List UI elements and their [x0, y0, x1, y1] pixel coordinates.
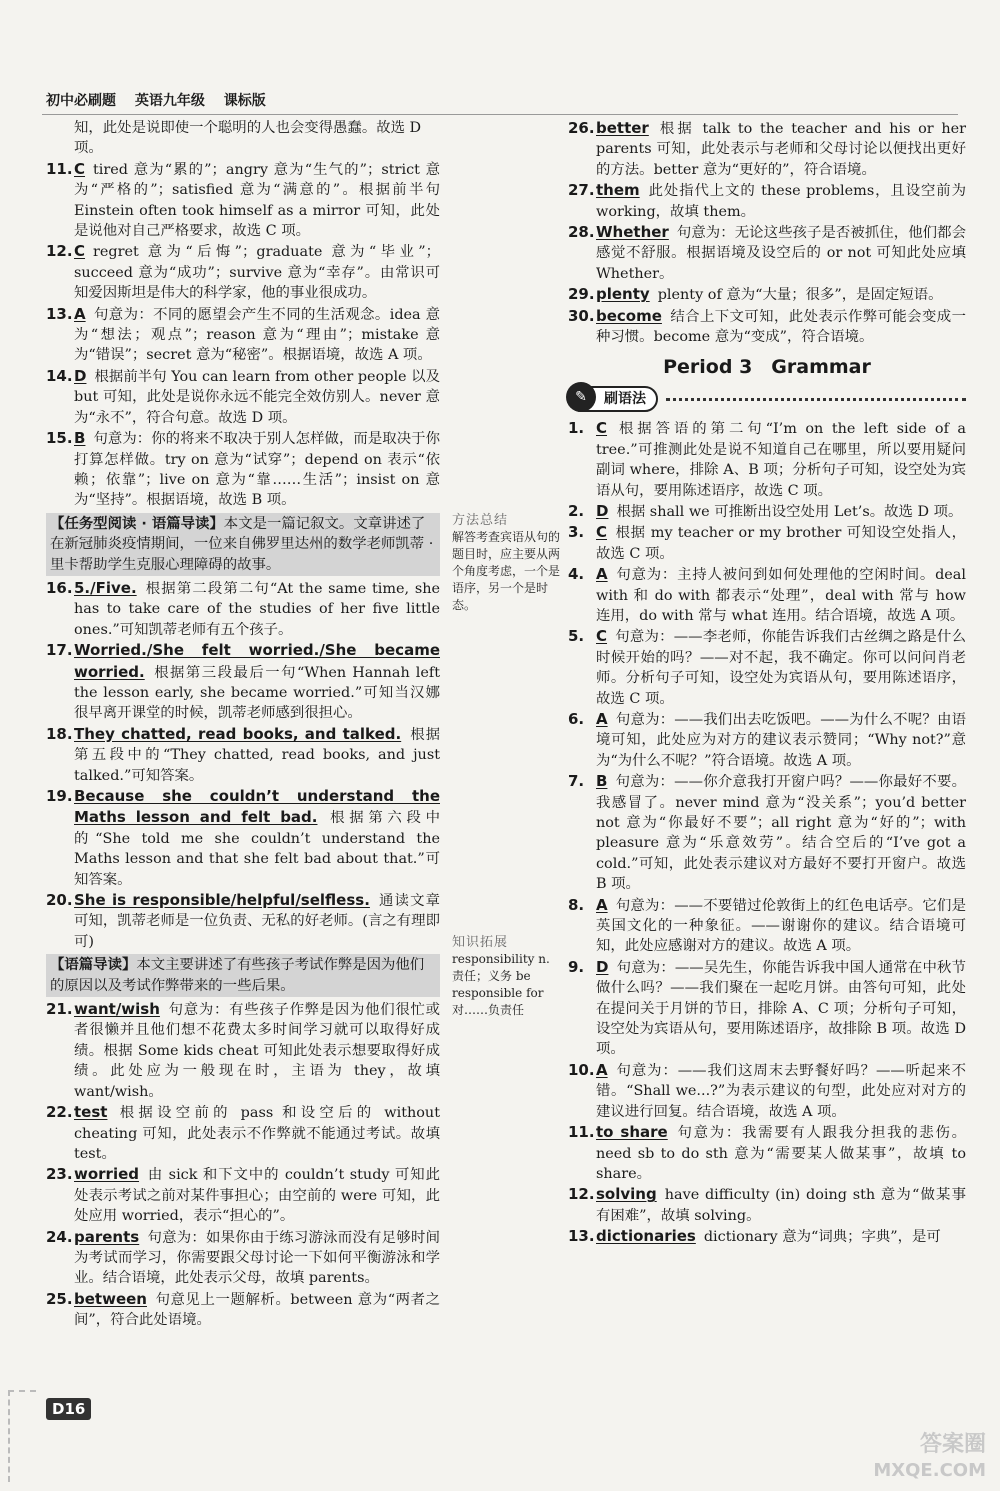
answer-item	[568, 1226, 966, 1247]
answer-key: solving	[596, 1185, 657, 1204]
answer-explanation: 根据答语的第二句“I’m on the left side of a tree.”可推测此处是说不知道自己在哪里，所以要用疑问副词 where，排除 A、B 项；分析句子可知，设空处为宾语从句，要用陈述语序，故选 C 项。	[596, 421, 966, 499]
answer-key: them	[596, 181, 640, 200]
answer-key: A	[596, 709, 608, 728]
watermark-main: 答案圈	[919, 1432, 986, 1457]
answer-explanation: tired 意为“累的”；angry 意为“生气的”；strict 意为“严格的”；satisfied 意为“满意的”。根据前半句 Einstein often took himself as a mirror 可知，此处是说他对自己严格要求，故选 C 项。	[74, 161, 440, 240]
page-header	[46, 90, 280, 110]
answer-item	[568, 895, 966, 957]
answer-explanation: 根据第六段中的“She told me she couldn’t understand the Maths lesson and that she felt bad about that.”可知答案。	[74, 810, 440, 888]
answer-key: D	[74, 366, 87, 385]
answer-number: 11.	[568, 1123, 595, 1142]
reading-guide-text: 本文主要讲述了有些孩子考试作弊是因为他们的原因以及考试作弊带来的一些后果。	[50, 957, 425, 994]
answer-explanation: plenty of 意为“大量；很多”，是固定短语。	[657, 287, 943, 304]
method-note-text: 解答考查宾语从句的题目时，应主要从两个角度考虑，一个是语序，另一个是时态。	[452, 530, 561, 612]
answer-explanation: 句意见上一题解析。between 意为“两者之间”，符合此处语境。	[74, 1291, 440, 1329]
answer-key: to share	[596, 1123, 668, 1142]
answer-item	[568, 501, 966, 522]
right-column	[568, 118, 966, 1248]
answer-explanation: 根据前半句 You can learn from other people 以及 but 可知，此处是说你永远不能完全效仿别人。never 意为“永不”，符合句意。故选 D 项。	[74, 368, 440, 426]
answer-explanation: 通读文章可知，凯蒂老师是一位负责、无私的好老师。(言之有理即可)	[74, 893, 440, 950]
reading-guide-text: 本文是一篇记叙文。文章讲述了在新冠肺炎疫情期间，一位来自佛罗里达州的数学老师凯蒂 · 里卡帮助学生克服心理障碍的故事。	[50, 515, 434, 573]
answer-item	[46, 1102, 440, 1164]
book-series: 初中必刷题	[46, 93, 116, 109]
answer-key: better	[596, 119, 649, 137]
answer-item	[46, 890, 440, 952]
answer-key: between	[74, 1289, 147, 1308]
answer-number: 3.	[568, 523, 585, 542]
grammar-banner	[568, 386, 966, 412]
answer-key: C	[596, 627, 608, 646]
answer-item	[568, 180, 966, 222]
answer-item	[568, 626, 966, 709]
answer-number: 12.	[568, 1185, 595, 1204]
answer-key: Whether	[596, 223, 669, 242]
answer-body	[74, 1164, 440, 1226]
answer-list-c	[46, 999, 440, 1331]
answer-body	[596, 1122, 966, 1184]
answer-number: 19.	[46, 787, 73, 805]
answer-key: She is responsible/helpful/selfless.	[74, 891, 370, 910]
answer-explanation: 句意为：不同的愿望会产生不同的生活观念。idea 意为“想法；观点”；reason 意为“理由”；mistake 意为“错误”；secret 意为“秘密”。根据语境，故选 A 项。	[74, 306, 440, 364]
answer-item	[46, 640, 440, 724]
answer-number: 11.	[46, 159, 73, 178]
answer-item	[568, 564, 966, 626]
reading-guide-tag: 【语篇导读】	[50, 957, 137, 974]
page-corner-mark	[8, 1390, 36, 1482]
answer-body	[74, 159, 440, 242]
left-column	[46, 118, 440, 1331]
answer-body	[74, 1227, 440, 1289]
answer-item	[46, 578, 440, 640]
answer-list-a	[46, 159, 440, 511]
answer-item	[568, 306, 966, 348]
answer-explanation: 根据 talk to the teacher and his or her parents 可知，此处表示与老师和父母讨论以便找出更好的方法。better 意为“更好的”，符合语境。	[596, 121, 966, 178]
watermark-url: MXQE.COM	[873, 1460, 986, 1481]
answer-item	[46, 1227, 440, 1289]
answer-item	[46, 159, 440, 242]
answer-explanation: 句意为：无论这些孩子是否被抓住，他们都会感觉不舒服。根据语境及设空后的 or not 可知此处应填 Whether。	[596, 225, 966, 282]
answer-body	[596, 180, 966, 222]
answer-body	[596, 709, 966, 771]
answer-key: They chatted, read books, and talked.	[74, 724, 402, 743]
answer-number: 17.	[46, 641, 73, 660]
answer-explanation: 结合上下文可知，此处表示作弊可能会变成一种习惯。become 意为“变成”，符合语境。	[596, 308, 966, 346]
answer-body	[596, 501, 966, 522]
answer-key: plenty	[596, 285, 650, 304]
answer-body	[596, 522, 966, 564]
answer-number: 20.	[46, 891, 73, 910]
answer-number: 22.	[46, 1103, 73, 1122]
answer-item	[568, 1060, 966, 1122]
answer-number: 21.	[46, 1000, 73, 1019]
answer-key: A	[596, 1060, 608, 1079]
carryover-text: 知，此处是说即使一个聪明的人也会变得愚蠢。故选 D 项。	[74, 120, 422, 157]
answer-number: 12.	[46, 242, 73, 261]
answer-item	[46, 786, 440, 890]
answer-explanation: 句意为：——不要错过伦敦街上的红色电话亭。它们是英国文化的一种象征。——谢谢你的建议。结合语境可知，此处应感谢对方的建议。故选 A 项。	[596, 897, 966, 955]
knowledge-note-text: responsibility n. 责任；义务 be responsible for 对……负责任	[452, 952, 550, 1017]
answer-explanation: have difficulty (in) doing sth 意为“做某事有困难”，故填 solving。	[596, 1187, 966, 1224]
answer-body	[74, 786, 440, 890]
answer-explanation: 根据 my teacher or my brother 可知设空处指人，故选 C 项。	[596, 525, 966, 562]
reading-guide-tag: 【任务型阅读 · 语篇导读】	[50, 515, 224, 532]
answer-key: want/wish	[74, 1000, 160, 1019]
answer-number: 27.	[568, 181, 595, 200]
answer-explanation: 根据设空前的 pass 和设空后的 without cheating 可知，此处表示不作弊就不能通过考试。故填 test。	[74, 1105, 440, 1162]
answer-number: 18.	[46, 724, 73, 743]
answer-body	[596, 1184, 966, 1226]
answer-number: 14.	[46, 366, 73, 385]
header-rule	[42, 114, 958, 115]
answer-number: 6.	[568, 709, 585, 728]
book-edition: 课标版	[223, 93, 266, 109]
answer-number: 2.	[568, 501, 585, 520]
answer-body	[74, 578, 440, 640]
answer-body	[596, 1060, 966, 1122]
answer-explanation: 句意为：有些孩子作弊是因为他们很忙或者很懒并且他们想不花费太多时间学习就可以取得好成绩。根据 Some kids cheat 可知此处表示想要取得好成绩。此处应为一般现在时，主语为 they，故填 want/wish。	[74, 1002, 440, 1100]
answer-item	[568, 771, 966, 894]
answer-item	[568, 957, 966, 1060]
answer-body	[596, 771, 966, 894]
answer-number: 15.	[46, 429, 73, 448]
answer-item	[46, 1289, 440, 1331]
answer-body	[596, 957, 966, 1060]
answer-number: 1.	[568, 419, 585, 438]
answer-number: 28.	[568, 223, 595, 242]
answer-body	[596, 284, 966, 305]
answer-explanation: 句意为：——李老师，你能告诉我们古丝绸之路是什么时候开始的吗？——对不起，我不确定。你可以问问肖老师。分析句子可知，设空处为宾语从句，要用陈述语序，故选 C 项。	[596, 629, 966, 707]
knowledge-note-title: 知识拓展	[452, 935, 509, 950]
answer-item	[46, 724, 440, 786]
answer-key: Worried./She felt worried./She became worried.	[74, 641, 440, 681]
answer-number: 5.	[568, 627, 585, 646]
answer-body	[596, 1226, 966, 1247]
answer-item	[46, 241, 440, 303]
page-number: D16	[46, 1398, 91, 1420]
method-note-title: 方法总结	[452, 513, 509, 528]
answer-key: become	[596, 306, 662, 325]
answer-body	[74, 241, 440, 303]
answer-body	[74, 1289, 440, 1331]
answer-number: 30.	[568, 306, 595, 325]
answer-key: dictionaries	[596, 1227, 696, 1246]
answer-item	[46, 1164, 440, 1226]
answer-explanation: 根据第三段最后一句“When Hannah left the lesson early, she became worried.”可知当汉娜很早离开课堂的时候，凯蒂老师感到很担心。	[74, 664, 440, 722]
answer-number: 24.	[46, 1227, 73, 1246]
answer-number: 8.	[568, 895, 585, 914]
answer-body	[74, 366, 440, 428]
pencil-icon: ✎	[566, 382, 596, 412]
answer-explanation: 由 sick 和下文中的 couldn’t study 可知此处表示考试之前对某件事担心；由空前的 were 可知，此处应用 worried，表示“担心的”。	[74, 1167, 440, 1225]
answer-body	[74, 428, 440, 511]
answer-explanation: 句意为：——吴先生，你能告诉我中国人通常在中秋节做什么吗？——我们聚在一起吃月饼。由答句可知，此处在提问关于月饼的节日，排除 A、C 项；分析句子可知，设空处为宾语从句，要用陈述语序，故排除 B 项。故选 D 项。	[596, 959, 966, 1058]
answer-key: B	[74, 429, 86, 448]
answer-item	[46, 366, 440, 428]
answer-key: C	[596, 419, 608, 438]
answer-number: 29.	[568, 285, 595, 304]
answer-body	[596, 222, 966, 284]
answer-item	[568, 709, 966, 771]
answer-explanation: 句意为：——我们出去吃饭吧。——为什么不呢？由语境可知，此处应为对方的建议表示赞同；“Why not?”意为“为什么不呢？”符合语境。故选 A 项。	[596, 711, 966, 769]
answer-key: B	[596, 772, 608, 791]
grammar-banner-label: 刷语法	[604, 390, 646, 407]
answer-number: 26.	[568, 119, 595, 137]
reading-guide-box-2	[46, 954, 440, 997]
answer-number: 23.	[46, 1165, 73, 1184]
answer-body	[596, 306, 966, 348]
answer-explanation: 句意为：——你介意我打开窗户吗？——你最好不要。我感冒了。never mind 意为“没关系”；you’d better not 意为“你最好不要”；all right 意为“好的”；with pleasure 意为“乐意效劳”。结合空后的“I’ve got a cold.”可知，此处表示建议对方最好不要打开窗户。故选 B 项。	[596, 774, 966, 893]
answer-item	[568, 522, 966, 564]
answer-list-right-b	[568, 418, 966, 1247]
answer-body	[74, 890, 440, 952]
answer-body	[596, 895, 966, 957]
answer-explanation: 句意为：——我们这周末去野餐好吗？——听起来不错。“Shall we...?”为表示建议的句型，此处应对对方的建议进行回复。结合语境，故选 A 项。	[596, 1062, 966, 1120]
answer-explanation: 句意为：我需要有人跟我分担我的悲伤。need sb to do sth 意为“需要某人做某事”，故填 to share。	[596, 1125, 966, 1182]
answer-body	[596, 418, 966, 501]
answer-item	[568, 418, 966, 501]
answer-explanation: 根据 shall we 可推断出设空处用 Let’s。故选 D 项。	[616, 503, 963, 520]
answer-item	[568, 1122, 966, 1184]
watermark	[873, 1432, 986, 1484]
reading-guide-box-1	[46, 513, 440, 576]
answer-key: Because she couldn’t understand the Maths lesson and felt bad.	[74, 787, 440, 827]
answer-list-right-a	[568, 118, 966, 347]
answer-body	[74, 1102, 440, 1164]
answer-number: 25.	[46, 1289, 73, 1308]
answer-key: C	[596, 523, 608, 542]
answer-key: C	[74, 159, 86, 178]
answer-item	[568, 284, 966, 305]
answer-number: 13.	[568, 1227, 595, 1246]
answer-body	[74, 999, 440, 1102]
answer-key: test	[74, 1103, 108, 1122]
answer-body	[74, 304, 440, 366]
answer-number: 7.	[568, 772, 585, 791]
answer-key: worried	[74, 1165, 140, 1184]
answer-key: A	[74, 304, 86, 323]
answer-explanation: 根据第二段第二句“At the same time, she has to take care of the studies of her five little ones.”可知凯蒂老师有五个孩子。	[74, 580, 440, 638]
answer-key: 5./Five.	[74, 578, 137, 597]
answer-explanation: regret 意为“后悔”；graduate 意为“毕业”；succeed 意为“成功”；survive 意为“幸存”。由常识可知爱因斯坦是伟大的科学家，他的事业很成功。	[74, 244, 440, 302]
grammar-banner-pill	[568, 386, 658, 412]
answer-body	[596, 118, 966, 180]
book-subject: 英语九年级	[134, 93, 205, 109]
answer-body	[596, 626, 966, 709]
answer-number: 4.	[568, 565, 585, 584]
answer-body	[596, 564, 966, 626]
answer-explanation: 句意为：你的将来不取决于别人怎样做，而是取决于你打算怎样做。try on 意为“试穿”；depend on 表示“依赖；依靠”；live on 意为“靠……生活”；insist on 意为“坚持”。根据语境，故选 B 项。	[74, 431, 440, 509]
answer-item	[46, 304, 440, 366]
answer-key: D	[596, 501, 609, 520]
answer-number: 16.	[46, 578, 73, 597]
answer-item	[46, 999, 440, 1102]
answer-list-b	[46, 578, 440, 952]
answer-number: 10.	[568, 1060, 595, 1079]
answer-explanation: 句意为：主持人被问到如何处理他的空闲时间。deal with 和 do with 都表示“处理”，deal with 常与 how 连用，do with 常与 what 连用。结合语境，故选 A 项。	[596, 567, 966, 624]
period-title: Period 3 Grammar	[663, 356, 871, 379]
answer-key: parents	[74, 1227, 140, 1246]
answer-body	[74, 640, 440, 724]
answer-explanation: 句意为：如果你由于练习游泳而没有足够时间为考试而学习，你需要跟父母讨论一下如何平衡游泳和学业。结合语境，此处表示父母，故填 parents。	[74, 1229, 440, 1287]
answer-key: A	[596, 895, 608, 914]
answer-item	[568, 222, 966, 284]
knowledge-note	[452, 934, 562, 1019]
answer-item	[568, 1184, 966, 1226]
answer-item	[568, 118, 966, 180]
answer-key: D	[596, 957, 609, 976]
answer-explanation: 此处指代上文的 these problems，且设空前为 working，故填 them。	[596, 183, 966, 220]
answer-explanation: dictionary 意为“词典；字典”，是可	[703, 1229, 941, 1246]
banner-divider	[666, 398, 966, 401]
answer-key: A	[596, 565, 608, 584]
answer-explanation: 根据第五段中的“They chatted, read books, and just talked.”可知答案。	[74, 726, 440, 784]
answer-number: 13.	[46, 304, 73, 323]
answer-item	[46, 428, 440, 511]
answer-body	[74, 724, 440, 786]
answer-key: C	[74, 242, 86, 261]
answer-number: 9.	[568, 957, 585, 976]
method-note	[452, 512, 560, 614]
